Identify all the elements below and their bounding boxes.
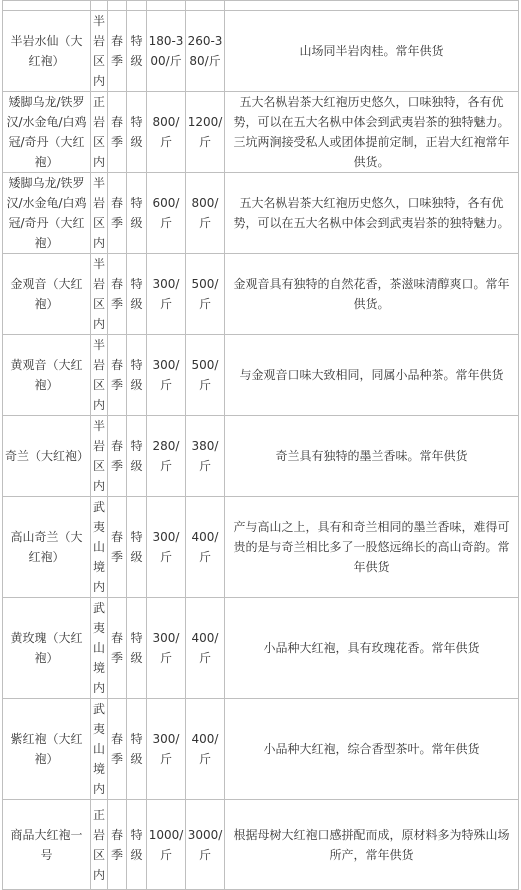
price-low: 300/斤 (147, 699, 186, 800)
tea-grade: 特级 (127, 598, 147, 699)
origin-region: 半岩区内 (91, 254, 108, 335)
harvest-season: 春季 (108, 497, 127, 598)
price-high: 500/斤 (186, 254, 225, 335)
origin-region: 武夷山境内 (91, 699, 108, 800)
tea-grade: 特级 (127, 335, 147, 416)
tea-grade: 特级 (127, 497, 147, 598)
harvest-season: 春季 (108, 254, 127, 335)
tea-grade: 特级 (127, 173, 147, 254)
tea-name: 奇兰（大红袍） (3, 416, 91, 497)
price-high: 1200/斤 (186, 92, 225, 173)
tea-grade: 特级 (127, 699, 147, 800)
tea-grade: 特级 (127, 416, 147, 497)
table-row (3, 335, 519, 416)
table-row (3, 1, 519, 11)
harvest-season: 春季 (108, 800, 127, 890)
harvest-season: 春季 (108, 335, 127, 416)
tea-description: 小品种大红袍，具有玫瑰花香。常年供货 (225, 598, 519, 699)
tea-name: 矮脚乌龙/铁罗汉/水金龟/白鸡冠/奇丹（大红袍） (3, 173, 91, 254)
origin-region: 半岩区内 (91, 173, 108, 254)
tea-name (3, 1, 91, 11)
tea-name: 金观音（大红袍） (3, 254, 91, 335)
harvest-season: 春季 (108, 598, 127, 699)
harvest-season: 春季 (108, 173, 127, 254)
tea-name: 商品大红袍一号 (3, 800, 91, 890)
table-row (3, 598, 519, 699)
tea-grade (127, 1, 147, 11)
price-low: 280/斤 (147, 416, 186, 497)
origin-region: 半岩区内 (91, 416, 108, 497)
tea-description: 五大名枞岩茶大红袍历史悠久，口味独特，各有优势，可以在五大名枞中体会到武夷岩茶的独特魅力。 (225, 173, 519, 254)
tea-description (225, 1, 519, 11)
tea-name: 半岩水仙（大红袍） (3, 11, 91, 92)
price-high (186, 1, 225, 11)
origin-region: 正岩区内 (91, 92, 108, 173)
price-high: 380/斤 (186, 416, 225, 497)
price-high: 400/斤 (186, 699, 225, 800)
price-high: 400/斤 (186, 598, 225, 699)
price-low: 600/斤 (147, 173, 186, 254)
table-row (3, 254, 519, 335)
price-low: 300/斤 (147, 598, 186, 699)
harvest-season: 春季 (108, 11, 127, 92)
tea-description: 产与高山之上，具有和奇兰相同的墨兰香味，难得可贵的是与奇兰相比多了一股悠远绵长的高山奇韵。常年供货 (225, 497, 519, 598)
table-row (3, 173, 519, 254)
tea-grade: 特级 (127, 800, 147, 890)
price-low: 1000/斤 (147, 800, 186, 890)
price-low (147, 1, 186, 11)
harvest-season: 春季 (108, 92, 127, 173)
origin-region: 武夷山境内 (91, 598, 108, 699)
price-low: 300/斤 (147, 497, 186, 598)
price-low: 180-300/斤 (147, 11, 186, 92)
table-row (3, 416, 519, 497)
tea-description: 与金观音口味大致相同，同属小品种茶。常年供货 (225, 335, 519, 416)
origin-region: 武夷山境内 (91, 497, 108, 598)
tea-description: 奇兰具有独特的墨兰香味。常年供货 (225, 416, 519, 497)
price-high: 400/斤 (186, 497, 225, 598)
origin-region: 半岩区内 (91, 11, 108, 92)
tea-name: 黄观音（大红袍） (3, 335, 91, 416)
price-high: 800/斤 (186, 173, 225, 254)
price-high: 260-380/斤 (186, 11, 225, 92)
tea-description: 小品种大红袍，综合香型茶叶。常年供货 (225, 699, 519, 800)
tea-price-table (2, 0, 519, 890)
harvest-season: 春季 (108, 416, 127, 497)
tea-name: 黄玫瑰（大红袍） (3, 598, 91, 699)
price-low: 800/斤 (147, 92, 186, 173)
origin-region: 半岩区内 (91, 335, 108, 416)
tea-grade: 特级 (127, 254, 147, 335)
table-row (3, 11, 519, 92)
price-high: 500/斤 (186, 335, 225, 416)
tea-name: 矮脚乌龙/铁罗汉/水金龟/白鸡冠/奇丹（大红袍） (3, 92, 91, 173)
table-row (3, 497, 519, 598)
tea-grade: 特级 (127, 92, 147, 173)
table-row (3, 699, 519, 800)
tea-name: 紫红袍（大红袍） (3, 699, 91, 800)
table-row (3, 800, 519, 890)
tea-grade: 特级 (127, 11, 147, 92)
tea-description: 五大名枞岩茶大红袍历史悠久，口味独特，各有优势，可以在五大名枞中体会到武夷岩茶的独特魅力。三坑两涧接受私人或团体提前定制，正岩大红袍常年供货。 (225, 92, 519, 173)
tea-description: 根据母树大红袍口感拼配而成，原材料多为特殊山场所产，常年供货 (225, 800, 519, 890)
tea-description: 金观音具有独特的自然花香，茶滋味清醇爽口。常年供货。 (225, 254, 519, 335)
price-low: 300/斤 (147, 254, 186, 335)
price-low: 300/斤 (147, 335, 186, 416)
tea-name: 高山奇兰（大红袍） (3, 497, 91, 598)
harvest-season: 春季 (108, 699, 127, 800)
origin-region: 正岩区内 (91, 800, 108, 890)
price-high: 3000/斤 (186, 800, 225, 890)
tea-description: 山场同半岩肉桂。常年供货 (225, 11, 519, 92)
origin-region (91, 1, 108, 11)
table-row (3, 92, 519, 173)
harvest-season (108, 1, 127, 11)
